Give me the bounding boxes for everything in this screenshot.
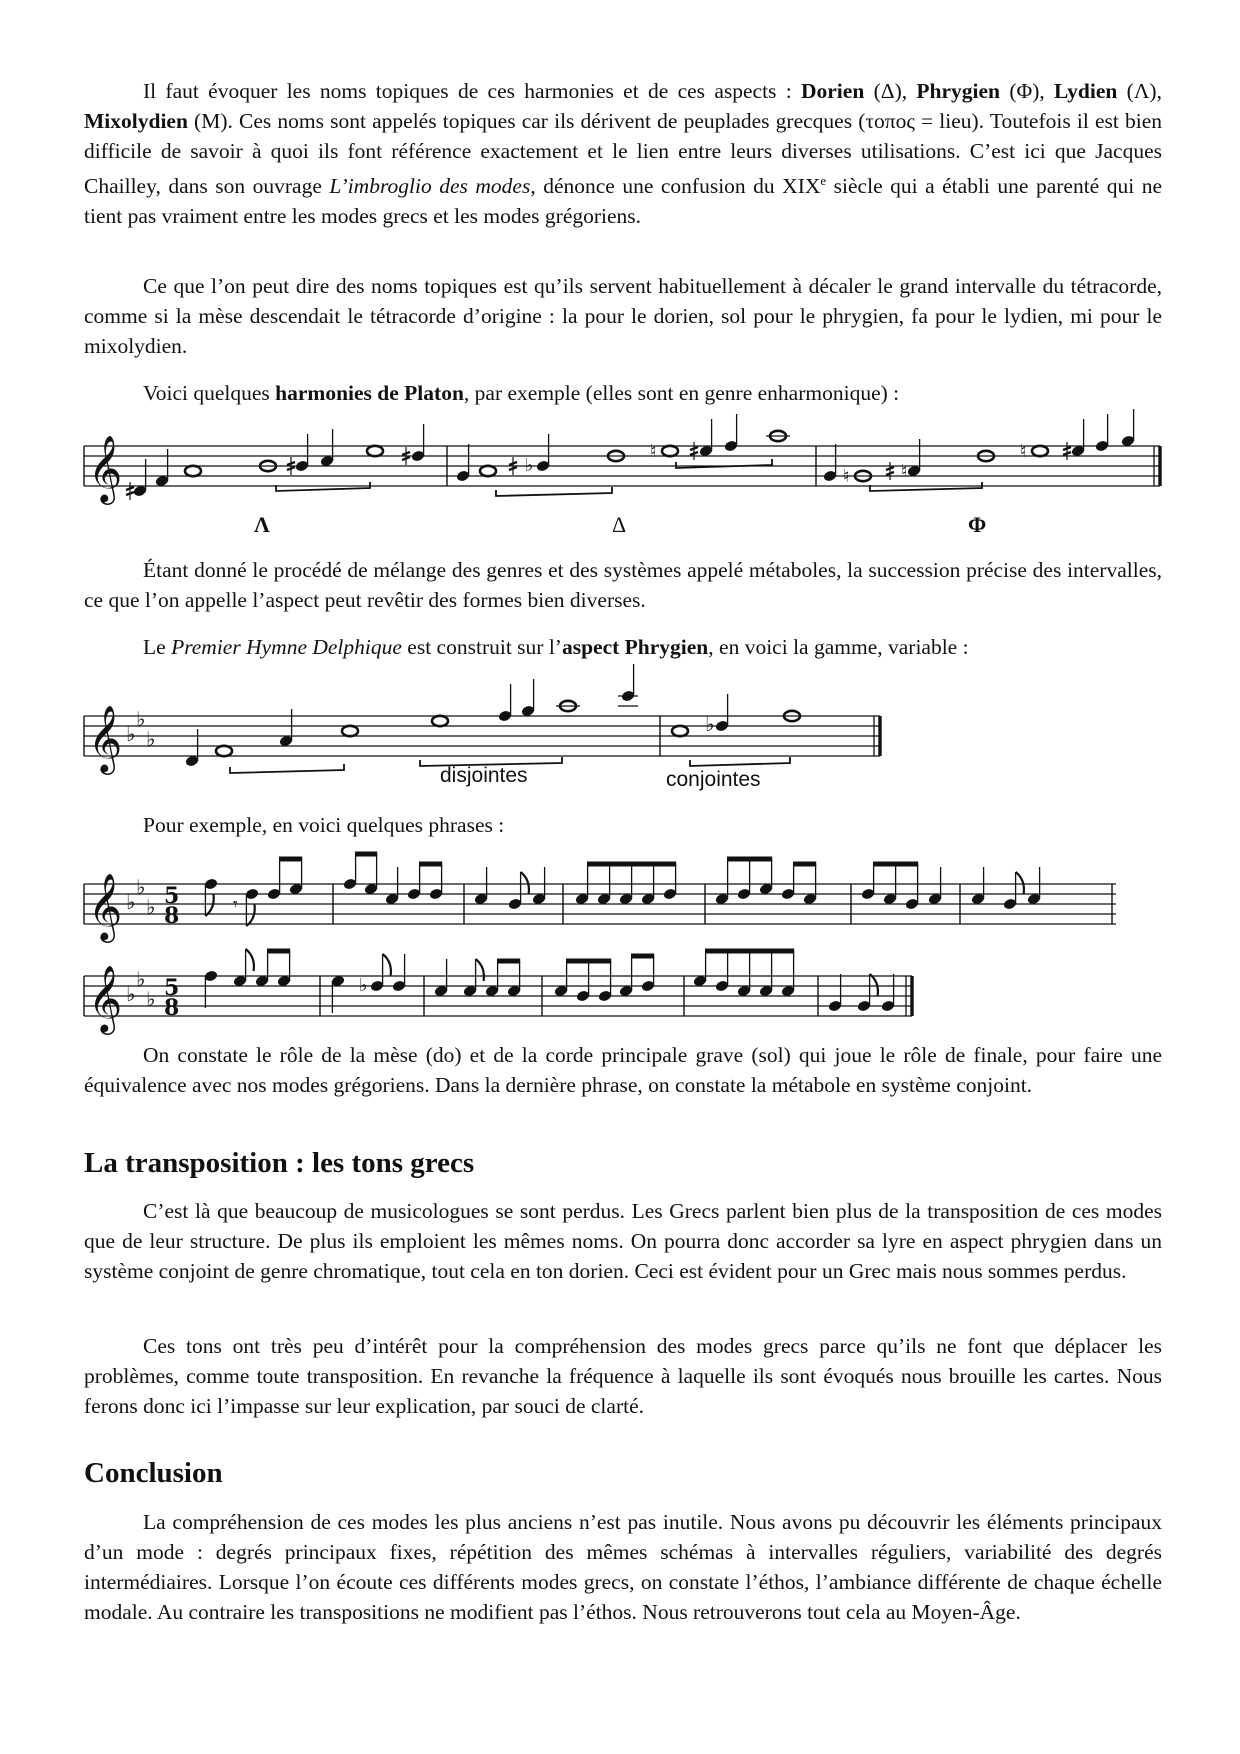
flag: [246, 904, 254, 926]
whole-note: [480, 466, 496, 476]
paragraph-transposition: C’est là que beaucoup de musicologues se sont perdus. Les Grecs parlent bien plus de la transposition de ces modes que de leur structure. De plus ils emploient les mêmes noms. On pourra donc accorder sa lyre en aspect phrygien dans un système conjoint de genre chromatique, tout cela en ton dorien. Ceci est évident pour un Grec mais nous sommes perdus.: [84, 1199, 1162, 1283]
label-disjointes: disjointes: [440, 764, 528, 787]
music-example-harmonies: [0, 416, 1240, 516]
natural-icon: ♮: [1020, 441, 1027, 462]
tetrachord-bracket: [496, 487, 612, 496]
text: Voici quelques: [143, 381, 276, 405]
flat-icon: ♭: [126, 722, 136, 746]
superscript: e: [820, 173, 827, 188]
tetrachord-bracket: [230, 764, 344, 773]
flat-icon: ♭: [126, 982, 136, 1006]
text: (Δ),: [864, 79, 917, 103]
text: Il faut évoquer les noms topiques de ces harmonies et de ces aspects :: [143, 79, 801, 103]
whole-note: [216, 746, 232, 756]
flat-icon: ♭: [136, 875, 146, 899]
whole-note: [432, 716, 448, 726]
quarter-sharp-icon: [402, 457, 410, 460]
text: , dénonce une confusion du XIX: [530, 174, 821, 199]
text: , par exemple (elles sont en genre enharmonique) :: [463, 381, 900, 405]
music-example-phrase-2: [0, 944, 1240, 1044]
term-harmonies-platon: harmonies de Platon: [275, 381, 464, 405]
flag: [870, 974, 878, 996]
whole-note: [672, 726, 688, 736]
whole-note: [662, 446, 678, 456]
text: (Λ),: [1117, 79, 1162, 103]
time-signature-top: 5: [164, 975, 180, 1001]
flat-icon: ♭: [136, 707, 146, 731]
label-delta: Δ: [612, 512, 627, 537]
flat-icon: ♭: [359, 975, 368, 996]
rest-icon: 𝄾: [233, 894, 238, 915]
flat-icon: ♭: [136, 967, 146, 991]
flat-icon: ♭: [705, 712, 715, 736]
quarter-sharp-icon: [402, 452, 410, 455]
flag: [1016, 872, 1024, 894]
quarter-sharp-icon: [886, 472, 894, 475]
quarter-sharp-icon: [690, 452, 698, 455]
time-signature-bottom: 8: [164, 995, 180, 1021]
paragraph-topic-names: [84, 76, 1162, 231]
paragraph-mese-role: On constate le rôle de la mèse (do) et de la corde principale grave (sol) qui joue le rôle de finale, pour faire une équivalence avec nos modes grégoriens. Dans la dernière phrase, on constate la métabole en système conjoint.: [84, 1043, 1162, 1097]
treble-clef-icon: 𝄞: [88, 704, 123, 772]
quarter-sharp-icon: [690, 447, 698, 450]
tetrachord-bracket: [690, 757, 790, 766]
paragraph-tetrachord: Ce que l’on peut dire des noms topiques est qu’ils servent habituellement à décaler le grand intervalle du tétracorde, comme si la mèse descendait le tétracorde d’origine : la pour le dorien, sol pour le phrygien, fa pour le lydien, mi pour le mixolydien.: [84, 274, 1162, 358]
flat-icon: ♭: [525, 455, 534, 476]
quarter-sharp-icon: [287, 467, 295, 470]
natural-icon: ♮: [650, 441, 657, 462]
music-example-phrase-1: [0, 852, 1240, 952]
text: (M). Ces noms sont appelés topiques car ils dérivent de peuplades grecques (τοπος = lieu). Toutefois il est bien difficile de savoir à quoi ils font référence exactement et le lien entre leurs diverses utilisations. C’est ici que Jacques Chailley, dans son ouvrage: [84, 109, 1162, 199]
label-conjointes: conjointes: [666, 768, 761, 791]
paragraph-hymne-intro: [84, 632, 1162, 662]
term-mixolydien: Mixolydien: [84, 109, 188, 133]
text: siècle qui a établi une parenté qui ne tient pas vraiment entre les modes grecs et les modes grégoriens.: [84, 174, 1162, 229]
flat-icon: ♭: [146, 895, 156, 919]
flat-icon: ♭: [146, 727, 156, 751]
heading-transposition: La transposition : les tons grecs: [84, 1147, 475, 1179]
natural-icon: ♮: [843, 466, 850, 487]
whole-note: [185, 466, 201, 476]
quarter-sharp-icon: [509, 467, 517, 470]
term-lydien: Lydien: [1054, 79, 1118, 103]
paragraph-phrases-intro: Pour exemple, en voici quelques phrases :: [143, 813, 505, 837]
treble-clef-icon: 𝄞: [88, 872, 123, 940]
natural-icon: ♮: [901, 461, 908, 482]
term-aspect-phrygien: aspect Phrygien: [561, 635, 709, 659]
quarter-sharp-icon: [287, 462, 295, 465]
paragraph-metaboles: Étant donné le procédé de mélange des genres et des systèmes appelé métaboles, la succession précise des intervalles, ce que l’on appelle l’aspect peut revêtir des formes bien diverses.: [84, 558, 1162, 612]
term-phrygien: Phrygien: [916, 79, 1001, 103]
text: est construit sur l’: [401, 635, 562, 659]
flag: [476, 959, 484, 981]
music-example-scale: [0, 680, 1240, 790]
flag: [246, 949, 254, 971]
label-phi: Φ: [968, 512, 987, 537]
flag: [205, 894, 213, 916]
quarter-sharp-icon: [886, 467, 894, 470]
hymn-title: Premier Hymne Delphique: [171, 635, 402, 659]
time-signature-top: 5: [164, 883, 180, 909]
quarter-sharp-icon: [126, 492, 134, 495]
quarter-sharp-icon: [1063, 447, 1071, 450]
book-title: L’imbroglio des modes: [329, 174, 531, 199]
text: , en voici la gamme, variable :: [708, 635, 969, 659]
whole-note: [342, 726, 358, 736]
whole-note: [367, 446, 383, 456]
quarter-sharp-icon: [126, 487, 134, 490]
whole-note: [1032, 446, 1048, 456]
treble-clef-icon: 𝄞: [88, 964, 123, 1032]
text: (Φ),: [1000, 79, 1055, 103]
paragraph-platon-intro: [84, 378, 1162, 408]
paragraph-conclusion: La compréhension de ces modes les plus anciens n’est pas inutile. Nous avons pu découvrir les éléments principaux d’un mode : degrés principaux fixes, répétition des mêmes schémas à intervalles réguliers, variabilité des degrés intermédiaires. Lorsque l’on écoute ces différents modes grecs, on constate l’éthos, l’ambiance différente de chaque échelle modale. Au contraire les transpositions ne modifient pas l’éthos. Nous retrouverons tout cela au Moyen-Âge.: [84, 1510, 1162, 1624]
term-dorien: Dorien: [800, 79, 865, 103]
quarter-sharp-icon: [509, 462, 517, 465]
text: Le: [143, 635, 172, 659]
treble-clef-icon: 𝄞: [88, 434, 123, 502]
flag: [383, 954, 391, 976]
label-lambda: Λ: [254, 512, 270, 537]
flag: [521, 872, 529, 894]
paragraph-tons: Ces tons ont très peu d’intérêt pour la compréhension des modes grecs parce qu’ils ne font que déplacer les problèmes, comme toute transposition. En revanche la fréquence à laquelle ils sont évoqués nous brouille les cartes. Nous ferons donc ici l’impasse sur leur explication, par souci de clarté.: [84, 1334, 1162, 1418]
time-signature-bottom: 8: [164, 903, 180, 929]
flat-icon: ♭: [146, 987, 156, 1011]
heading-conclusion: Conclusion: [84, 1457, 223, 1489]
flat-icon: ♭: [126, 890, 136, 914]
quarter-sharp-icon: [1063, 452, 1071, 455]
tetrachord-bracket: [676, 459, 772, 468]
